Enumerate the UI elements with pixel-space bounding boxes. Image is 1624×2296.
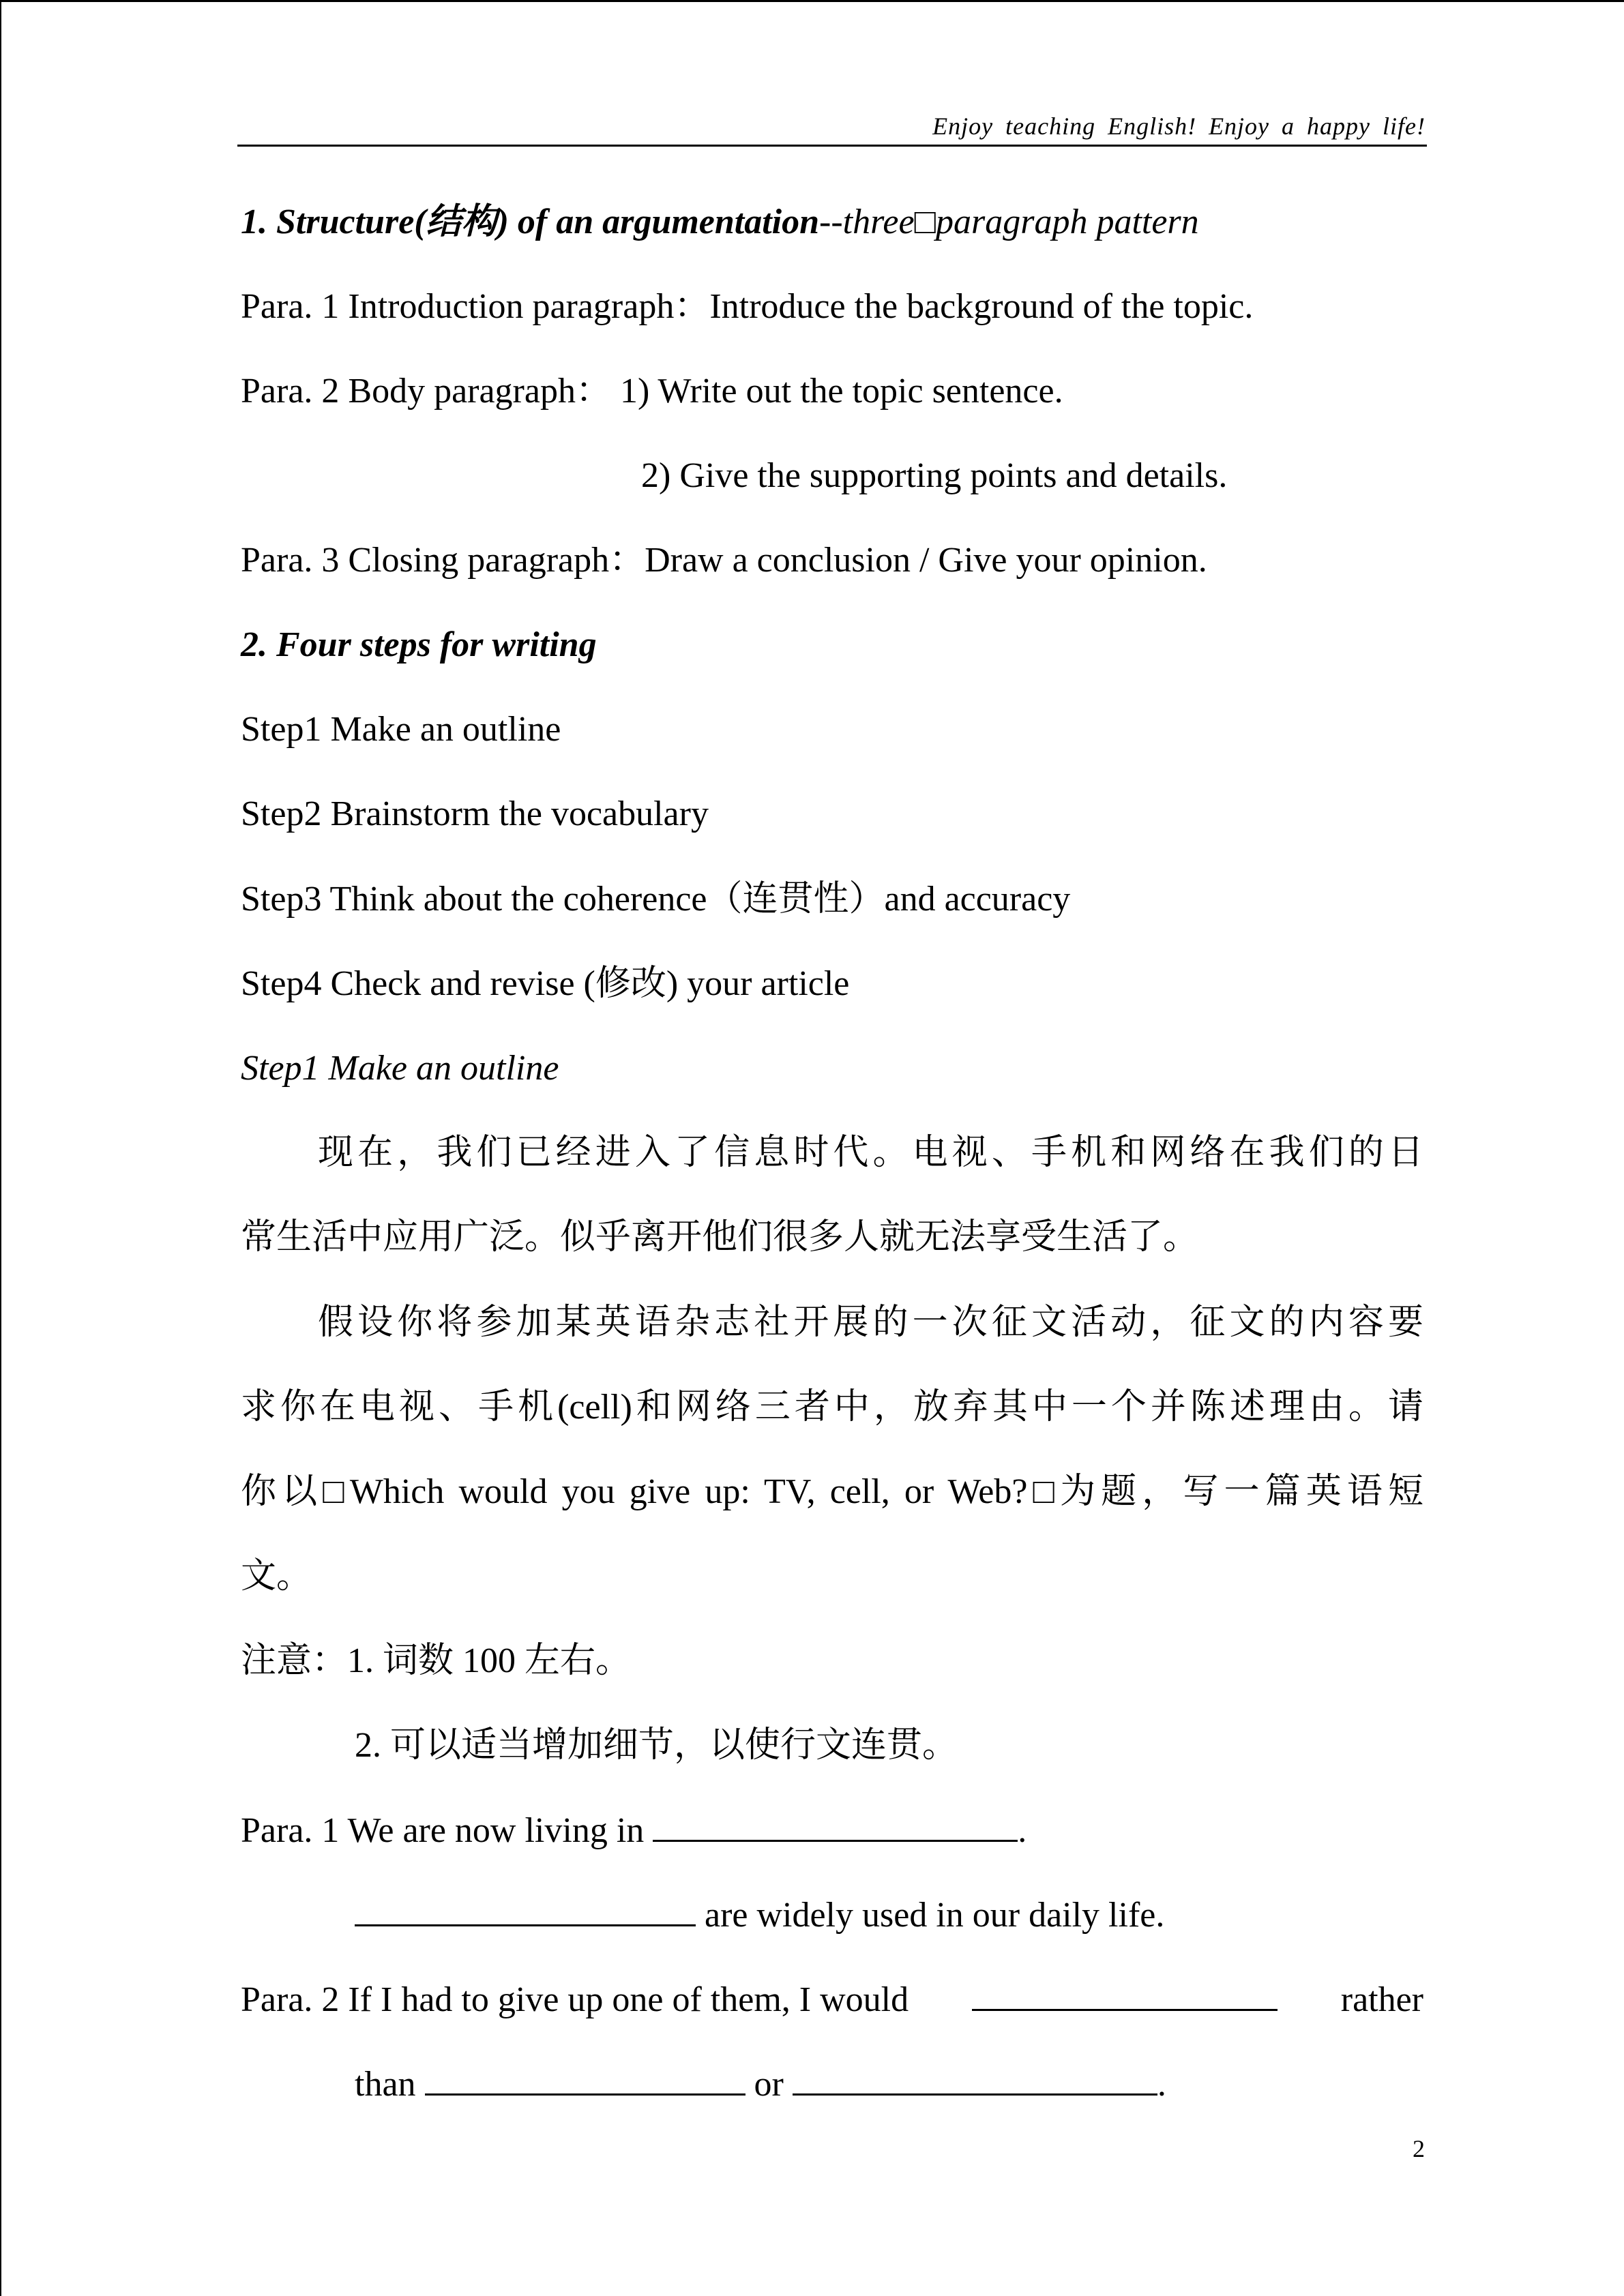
step-item-3: Step3 Think about the coherence（连贯性）and accuracy	[241, 880, 1071, 919]
outline-para1-line-a	[241, 1809, 1027, 1853]
section1-title-rest: --three□paragraph pattern	[819, 203, 1199, 241]
step-item-1: Step1 Make an outline	[241, 710, 561, 749]
step-item-2: Step2 Brainstorm the vocabulary	[241, 794, 709, 833]
step1-heading: Step1 Make an outline	[241, 1049, 559, 1088]
note-1: 注意：1. 词数 100 左右。	[241, 1641, 632, 1680]
outline-para1-text: Para. 1 We are now living in	[241, 1811, 645, 1850]
blank-5[interactable]	[793, 2063, 1157, 2096]
section1-title-bold: 1. Structure(结构) of an argumentation	[241, 203, 820, 241]
note-2: 2. 可以适当增加细节，以使行文连贯。	[355, 1726, 958, 1765]
para2-line-a: Para. 2 Body paragraph： 1) Write out the topic sentence.	[241, 372, 1063, 411]
blank-2[interactable]	[355, 1894, 696, 1926]
blank-3[interactable]	[972, 1979, 1278, 2011]
page-number: 2	[1413, 2135, 1425, 2162]
outline-para2-line-a	[241, 1978, 1423, 2022]
outline-para2-text: Para. 2 If I had to give up one of them, I would	[241, 1980, 909, 2019]
outline-para2-line-b	[355, 2063, 1166, 2106]
outline-para1-line-b	[355, 1894, 1164, 1937]
outline-para1-period: .	[1018, 1811, 1027, 1850]
cn-line-4: 求你在电视、手机(cell)和网络三者中，放弃其中一个并陈述理由。请	[241, 1388, 1423, 1427]
header-text: Enjoy teaching English! Enjoy a happy life!	[932, 113, 1426, 140]
page-header	[237, 109, 1427, 147]
cn-line-5: 你以□Which would you give up: TV, cell, or Web?□为题，写一篇英语短	[241, 1472, 1423, 1511]
para2-line-b: 2) Give the supporting points and details.	[641, 456, 1228, 495]
blank-1[interactable]	[653, 1810, 1018, 1842]
cn-line-2: 常生活中应用广泛。似乎离开他们很多人就无法享受生活了。	[241, 1218, 1199, 1257]
para1-line: Para. 1 Introduction paragraph：Introduce the background of the topic.	[241, 287, 1254, 326]
cn-line-6: 文。	[241, 1557, 312, 1596]
para3-line: Para. 3 Closing paragraph：Draw a conclusion / Give your opinion.	[241, 541, 1207, 580]
outline-para2-rather: rather	[1340, 1980, 1423, 2019]
outline-para2b-or: or	[754, 2065, 784, 2104]
outline-para2b-than: than	[355, 2065, 416, 2104]
outline-para1b-text: are widely used in our daily life.	[705, 1896, 1165, 1935]
cn-line-1: 现在，我们已经进入了信息时代。电视、手机和网络在我们的日	[318, 1133, 1423, 1172]
cn-line-3: 假设你将参加某英语杂志社开展的一次征文活动，征文的内容要	[318, 1303, 1423, 1342]
section2-title: 2. Four steps for writing	[241, 625, 597, 664]
step-item-4: Step4 Check and revise (修改) your article	[241, 964, 850, 1003]
blank-4[interactable]	[425, 2063, 745, 2096]
outline-para2b-period: .	[1157, 2065, 1166, 2104]
section1-title	[241, 200, 1199, 244]
